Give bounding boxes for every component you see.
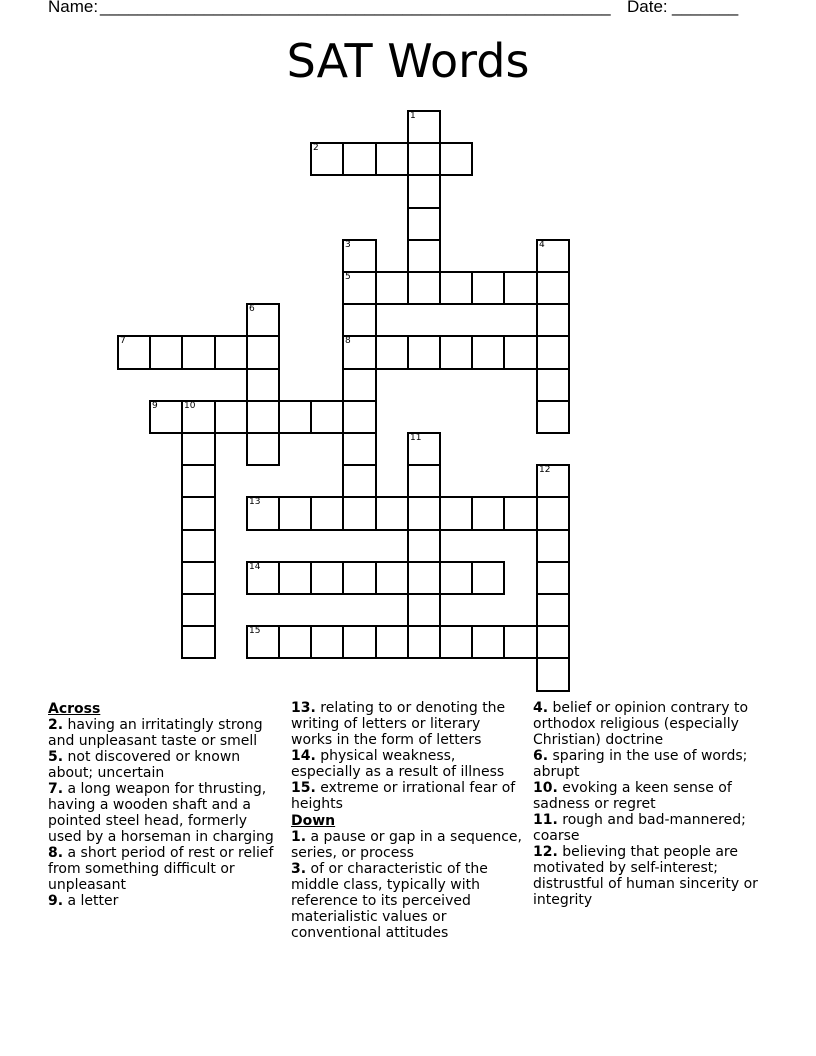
cell-number: 2 xyxy=(313,143,319,153)
grid-cell[interactable] xyxy=(407,432,441,466)
clue-text: physical weakness, especially as a result of illness xyxy=(291,748,505,780)
grid-cell[interactable] xyxy=(536,561,570,595)
clue-number: 5. xyxy=(48,749,64,765)
clue-text: a letter xyxy=(67,893,119,909)
grid-cell[interactable] xyxy=(149,400,183,434)
clue-text: relating to or denoting the writing of letters or literary works in the form of letters xyxy=(291,700,506,748)
clue-number: 9. xyxy=(48,893,64,909)
grid-cell[interactable] xyxy=(375,496,409,531)
grid-cell[interactable] xyxy=(536,529,570,563)
grid-cell[interactable] xyxy=(407,239,441,273)
cell-number: 11 xyxy=(410,433,422,443)
across-clue xyxy=(48,717,280,749)
clues-column-2 xyxy=(291,700,523,941)
grid-cell[interactable] xyxy=(246,335,280,370)
grid-cell[interactable] xyxy=(439,496,473,531)
grid-cell[interactable] xyxy=(536,400,570,434)
clue-text: of or characteristic of the middle class, typically with reference to its perceived materialistic values or conventional attitudes xyxy=(291,861,488,941)
clues-column-3 xyxy=(533,700,765,908)
grid-cell[interactable] xyxy=(246,432,280,466)
cell-number: 7 xyxy=(120,336,126,346)
grid-cell[interactable] xyxy=(181,593,216,627)
clue-number: 10. xyxy=(533,780,558,796)
cell-number: 10 xyxy=(184,401,196,411)
clue-number: 1. xyxy=(291,829,307,845)
cell-number: 6 xyxy=(249,304,255,314)
grid-cell[interactable] xyxy=(214,400,248,434)
grid-cell[interactable] xyxy=(407,625,441,659)
down-clue xyxy=(291,829,523,861)
clue-text: not discovered or known about; uncertain xyxy=(48,749,241,781)
down-clue xyxy=(533,700,765,748)
across-clue xyxy=(291,700,523,748)
down-clue xyxy=(533,780,765,812)
grid-cell[interactable] xyxy=(407,174,441,209)
clue-number: 8. xyxy=(48,845,64,861)
grid-cell[interactable] xyxy=(503,625,538,659)
grid-cell[interactable] xyxy=(246,368,280,402)
down-clue xyxy=(291,861,523,941)
across-clue xyxy=(291,748,523,780)
across-clue xyxy=(48,893,280,909)
grid-cell[interactable] xyxy=(536,303,570,337)
cell-number: 15 xyxy=(249,626,261,636)
grid-cell[interactable] xyxy=(536,496,570,531)
across-clue xyxy=(48,749,280,781)
down-clue-list xyxy=(291,829,523,941)
grid-cell[interactable] xyxy=(439,625,473,659)
grid-cell[interactable] xyxy=(407,271,441,305)
grid-cell[interactable] xyxy=(310,496,344,531)
grid-cell[interactable] xyxy=(117,335,151,370)
clue-text: belief or opinion contrary to orthodox religious (especially Christian) doctrine xyxy=(533,700,749,748)
clue-number: 6. xyxy=(533,748,549,764)
grid-cell[interactable] xyxy=(407,110,441,144)
grid-cell[interactable] xyxy=(536,368,570,402)
clue-text: rough and bad-mannered; coarse xyxy=(533,812,746,844)
grid-cell[interactable] xyxy=(439,561,473,595)
cell-number: 1 xyxy=(410,111,416,121)
grid-cell[interactable] xyxy=(181,464,216,498)
down-heading: Down xyxy=(291,813,336,829)
clue-text: evoking a keen sense of sadness or regret xyxy=(533,780,732,812)
grid-cell[interactable] xyxy=(181,529,216,563)
grid-cell[interactable] xyxy=(407,593,441,627)
grid-cell[interactable] xyxy=(278,400,312,434)
clue-number: 15. xyxy=(291,780,316,796)
grid-cell[interactable] xyxy=(246,303,280,337)
grid-cell[interactable] xyxy=(536,593,570,627)
cell-number: 5 xyxy=(345,272,351,282)
grid-cell[interactable] xyxy=(439,142,473,176)
grid-cell[interactable] xyxy=(342,142,377,176)
down-clue xyxy=(533,812,765,844)
grid-cell[interactable] xyxy=(214,335,248,370)
grid-cell[interactable] xyxy=(471,625,505,659)
clue-number: 11. xyxy=(533,812,558,828)
grid-cell[interactable] xyxy=(181,432,216,466)
name-blank-line[interactable]: ______________________________________________________ xyxy=(100,0,611,16)
cell-number: 8 xyxy=(345,336,351,346)
grid-cell[interactable] xyxy=(375,271,409,305)
grid-cell[interactable] xyxy=(471,271,505,305)
grid-cell[interactable] xyxy=(342,239,377,273)
grid-cell[interactable] xyxy=(536,657,570,692)
grid-cell[interactable] xyxy=(471,561,505,595)
grid-cell[interactable] xyxy=(536,464,570,498)
grid-cell[interactable] xyxy=(407,207,441,241)
grid-cell[interactable] xyxy=(342,464,377,498)
page-title: SAT Words xyxy=(286,34,530,88)
grid-cell[interactable] xyxy=(310,142,344,176)
grid-cell[interactable] xyxy=(181,561,216,595)
grid-cell[interactable] xyxy=(342,400,377,434)
name-label: Name: xyxy=(48,0,99,16)
clue-number: 13. xyxy=(291,700,316,716)
grid-cell[interactable] xyxy=(246,400,280,434)
grid-cell[interactable] xyxy=(536,335,570,370)
grid-cell[interactable] xyxy=(503,496,538,531)
grid-cell[interactable] xyxy=(407,335,441,370)
grid-cell[interactable] xyxy=(342,335,377,370)
grid-cell[interactable] xyxy=(278,625,312,659)
grid-cell[interactable] xyxy=(181,496,216,531)
grid-cell[interactable] xyxy=(503,335,538,370)
across-heading: Across xyxy=(48,701,101,717)
date-blank-line[interactable]: _______ xyxy=(672,0,739,16)
grid-cell[interactable] xyxy=(246,496,280,531)
down-clue xyxy=(533,748,765,780)
across-clue xyxy=(48,781,280,845)
clue-text: having an irritatingly strong and unpleasant taste or smell xyxy=(48,717,263,749)
grid-cell[interactable] xyxy=(342,303,377,337)
clue-text: a pause or gap in a sequence, series, or process xyxy=(291,829,522,861)
grid-cell[interactable] xyxy=(246,561,280,595)
grid-cell[interactable] xyxy=(149,335,183,370)
grid-cell[interactable] xyxy=(278,561,312,595)
grid-cell[interactable] xyxy=(407,496,441,531)
grid-cell[interactable] xyxy=(342,432,377,466)
cell-number: 3 xyxy=(345,240,351,250)
clue-number: 2. xyxy=(48,717,64,733)
grid-cell[interactable] xyxy=(342,496,377,531)
grid-cell[interactable] xyxy=(375,561,409,595)
grid-cell[interactable] xyxy=(536,625,570,659)
grid-cell[interactable] xyxy=(471,335,505,370)
grid-cell[interactable] xyxy=(181,625,216,659)
grid-cell[interactable] xyxy=(181,400,216,434)
grid-cell[interactable] xyxy=(342,561,377,595)
grid-cell[interactable] xyxy=(375,625,409,659)
grid-cell[interactable] xyxy=(407,529,441,563)
grid-cell[interactable] xyxy=(278,496,312,531)
cell-number: 9 xyxy=(152,401,158,411)
cell-number: 13 xyxy=(249,497,261,507)
grid-cell[interactable] xyxy=(310,561,344,595)
grid-cell[interactable] xyxy=(181,335,216,370)
grid-cell[interactable] xyxy=(536,271,570,305)
clue-number: 4. xyxy=(533,700,549,716)
grid-cell[interactable] xyxy=(439,271,473,305)
clue-number: 7. xyxy=(48,781,64,797)
cell-number: 12 xyxy=(539,465,551,475)
grid-cell[interactable] xyxy=(375,335,409,370)
across-clue xyxy=(291,780,523,812)
across-clue-list xyxy=(48,717,280,909)
clue-text: believing that people are motivated by self-interest; distrustful of human sincerity or integrity xyxy=(533,844,758,908)
down-clue xyxy=(533,844,765,908)
grid-cell[interactable] xyxy=(536,239,570,273)
down-clue-list-cont xyxy=(533,700,765,908)
cell-number: 4 xyxy=(539,240,545,250)
grid-cell[interactable] xyxy=(342,368,377,402)
clue-text: a short period of rest or relief from something difficult or unpleasant xyxy=(48,845,274,893)
clue-text: sparing in the use of words; abrupt xyxy=(533,748,748,780)
grid-cell[interactable] xyxy=(471,496,505,531)
grid-cell[interactable] xyxy=(407,464,441,498)
clue-number: 14. xyxy=(291,748,316,764)
clue-text: extreme or irrational fear of heights xyxy=(291,780,516,812)
grid-cell[interactable] xyxy=(407,142,441,176)
grid-cell[interactable] xyxy=(310,400,344,434)
grid-cell[interactable] xyxy=(342,625,377,659)
clues-column-1 xyxy=(48,700,280,909)
grid-cell[interactable] xyxy=(246,625,280,659)
clue-text: a long weapon for thrusting, having a wooden shaft and a pointed steel head, formerly used by a horseman in charging xyxy=(48,781,274,845)
date-label: Date: xyxy=(627,0,668,16)
clue-number: 3. xyxy=(291,861,307,877)
grid-cell[interactable] xyxy=(407,561,441,595)
grid-cell[interactable] xyxy=(439,335,473,370)
grid-cell[interactable] xyxy=(375,142,409,176)
clue-number: 12. xyxy=(533,844,558,860)
across-clue xyxy=(48,845,280,893)
grid-cell[interactable] xyxy=(503,271,538,305)
grid-cell[interactable] xyxy=(310,625,344,659)
grid-cell[interactable] xyxy=(342,271,377,305)
cell-number: 14 xyxy=(249,562,261,572)
across-clue-list-cont xyxy=(291,700,523,812)
